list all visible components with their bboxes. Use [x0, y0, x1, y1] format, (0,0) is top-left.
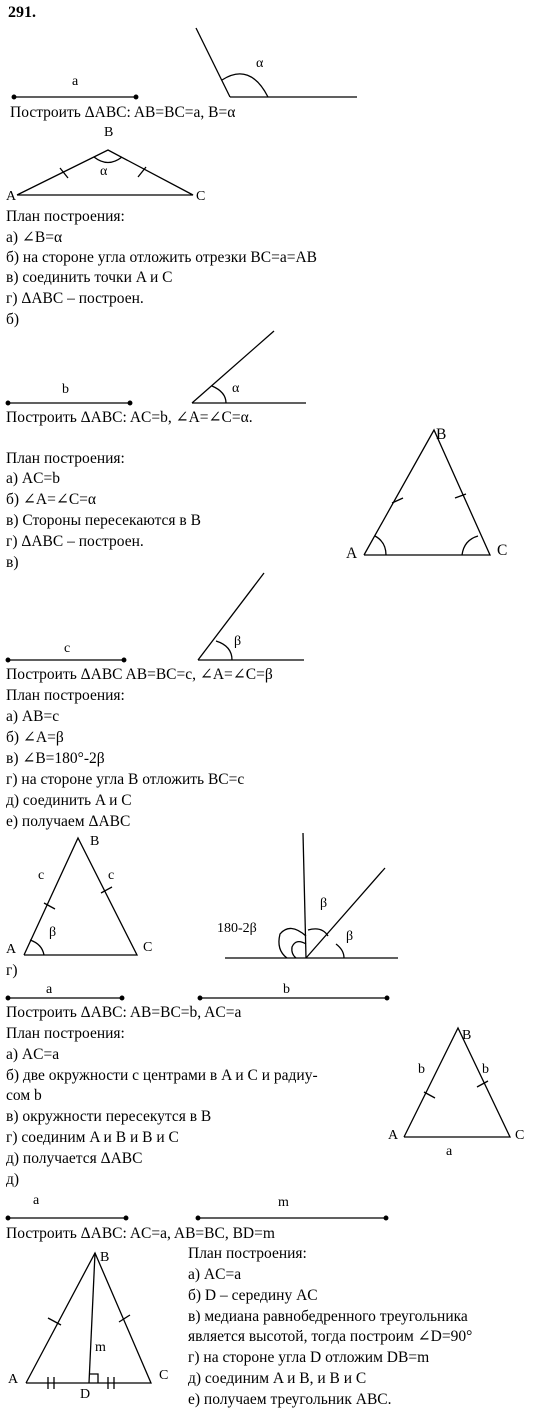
vertex-a-label-c: A — [6, 942, 17, 957]
step-d-5: д) получается ΔABC — [6, 1150, 143, 1167]
task-b: Построить ΔABC: AC=b, ∠A=∠C=α. — [6, 409, 253, 426]
angle-180-2beta-label: 180-2β — [217, 921, 257, 936]
plan-title-c: План построения: — [6, 687, 125, 704]
side-a-label-d: a — [446, 1144, 453, 1159]
triangle-abc-b — [364, 430, 490, 555]
plan-title-d: План построения: — [6, 1025, 125, 1042]
vertex-b-label: B — [104, 125, 114, 140]
plan-title-b: План построения: — [6, 450, 125, 467]
angle-beta-label: β — [234, 634, 242, 649]
triangle-abc-d — [404, 1028, 510, 1137]
plan-title-a: План построения: — [6, 208, 125, 225]
triangle-abc-e — [26, 1253, 151, 1389]
task-d: Построить ΔABC: AB=BC=b, AC=a — [6, 1004, 242, 1021]
median-m-label: m — [95, 1340, 106, 1355]
segment-b-d-label: b — [283, 982, 290, 997]
step-c-1: а) AB=c — [6, 708, 60, 725]
step-e-2: б) D – середину AC — [188, 1287, 318, 1304]
step-d-3: в) окружности пересекутся в B — [6, 1108, 212, 1125]
vertex-c-label-d: C — [515, 1128, 525, 1143]
step-d-2: б) две окружности с центрами в A и C и радиу- — [6, 1067, 318, 1084]
step-e-3: в) медиана равнобедренного треугольника — [188, 1308, 468, 1325]
vertex-c-label: C — [196, 189, 206, 204]
segment-a — [12, 95, 138, 99]
segment-c — [6, 658, 126, 662]
segment-a-e-label: a — [33, 1193, 40, 1208]
point-d-label: D — [80, 1387, 91, 1402]
step-e-4: г) на стороне угла D отложим DB=m — [188, 1349, 430, 1366]
step-c-3: в) ∠B=180°-2β — [6, 750, 105, 767]
marker-b: б) — [6, 311, 20, 328]
marker-e: д) — [6, 1171, 20, 1188]
plan-title-e: План построения: — [188, 1245, 307, 1262]
step-a-4: г) ΔABC – построен. — [6, 290, 144, 307]
step-a-1: а) ∠B=α — [6, 229, 63, 246]
segment-m-e-label: m — [278, 1195, 289, 1210]
vertex-a-label: A — [6, 189, 17, 204]
angle-beta — [198, 573, 304, 660]
step-e-1: а) AC=a — [188, 1266, 242, 1283]
vertex-b-label-e: B — [100, 1250, 110, 1265]
task-c: Построить ΔABC AB=BC=c, ∠A=∠C=β — [6, 666, 273, 683]
vertex-c-label-c: C — [143, 940, 153, 955]
marker-c: в) — [6, 554, 19, 571]
problem-number: 291. — [8, 4, 36, 21]
triangle-abc-c — [24, 838, 137, 955]
vertex-c-label-b: C — [497, 542, 508, 559]
step-a-3: в) соединить точки A и C — [6, 269, 173, 286]
vertex-b-label-b: B — [436, 426, 447, 443]
step-d-1: а) AC=a — [6, 1046, 60, 1063]
step-b-2: б) ∠A=∠C=α — [6, 491, 97, 508]
vertex-a-label-d: A — [388, 1128, 399, 1143]
segment-c-label: c — [64, 641, 71, 656]
angle-beta-1-label: β — [320, 896, 328, 911]
angle-construction — [225, 833, 398, 958]
marker-d: г) — [6, 962, 18, 979]
task-e: Построить ΔABC: AC=a, AB=BC, BD=m — [6, 1225, 275, 1242]
side-c-label-2: c — [108, 868, 115, 883]
step-b-3: в) Стороны пересекаются в B — [6, 512, 201, 529]
step-e-5: д) соединим A и B, и B и C — [188, 1370, 367, 1387]
angle-beta-fig-label: β — [49, 925, 57, 940]
side-b-label-1: b — [418, 1062, 425, 1077]
angle-alpha-fig-label: α — [100, 164, 108, 179]
angle-alpha-b-label: α — [232, 381, 240, 396]
segment-a-d — [6, 996, 124, 1000]
task-a: Построить ΔABC: AB=BC=a, B=α — [10, 104, 236, 121]
step-c-6: е) получаем ΔABC — [6, 813, 131, 830]
vertex-b-label-d: B — [462, 1028, 472, 1043]
step-b-4: г) ΔABC – построен. — [6, 533, 144, 550]
step-c-4: г) на стороне угла B отложить BC=c — [6, 771, 245, 788]
step-c-2: б) ∠A=β — [6, 729, 64, 746]
step-e-6: е) получаем треугольник ABC. — [188, 1391, 392, 1408]
segment-m-e — [196, 1216, 388, 1220]
segment-b-d — [198, 996, 389, 1000]
vertex-a-label-e: A — [8, 1372, 19, 1387]
step-d-2b: сом b — [6, 1087, 42, 1104]
step-c-5: д) соединить A и C — [6, 792, 132, 809]
side-b-label-2: b — [482, 1062, 489, 1077]
vertex-c-label-e: C — [159, 1368, 169, 1383]
angle-beta-2-label: β — [346, 929, 354, 944]
side-c-label-1: c — [38, 868, 45, 883]
segment-b — [6, 401, 132, 405]
segment-a-e — [6, 1216, 128, 1220]
angle-alpha-label: α — [256, 56, 264, 71]
step-e-3b: является высотой, тогда построим ∠D=90° — [188, 1328, 473, 1345]
step-a-2: б) на стороне угла отложить отрезки BC=a=AB — [6, 249, 318, 266]
step-b-1: а) AC=b — [6, 470, 60, 487]
segment-a-d-label: a — [46, 982, 53, 997]
vertex-a-label-b: A — [346, 545, 358, 562]
angle-alpha — [196, 28, 357, 97]
vertex-b-label-c: B — [90, 834, 100, 849]
segment-a-label: a — [72, 74, 79, 89]
step-d-4: г) соединим A и B и B и C — [6, 1129, 179, 1146]
segment-b-label: b — [62, 382, 69, 397]
angle-alpha-b — [192, 331, 306, 403]
